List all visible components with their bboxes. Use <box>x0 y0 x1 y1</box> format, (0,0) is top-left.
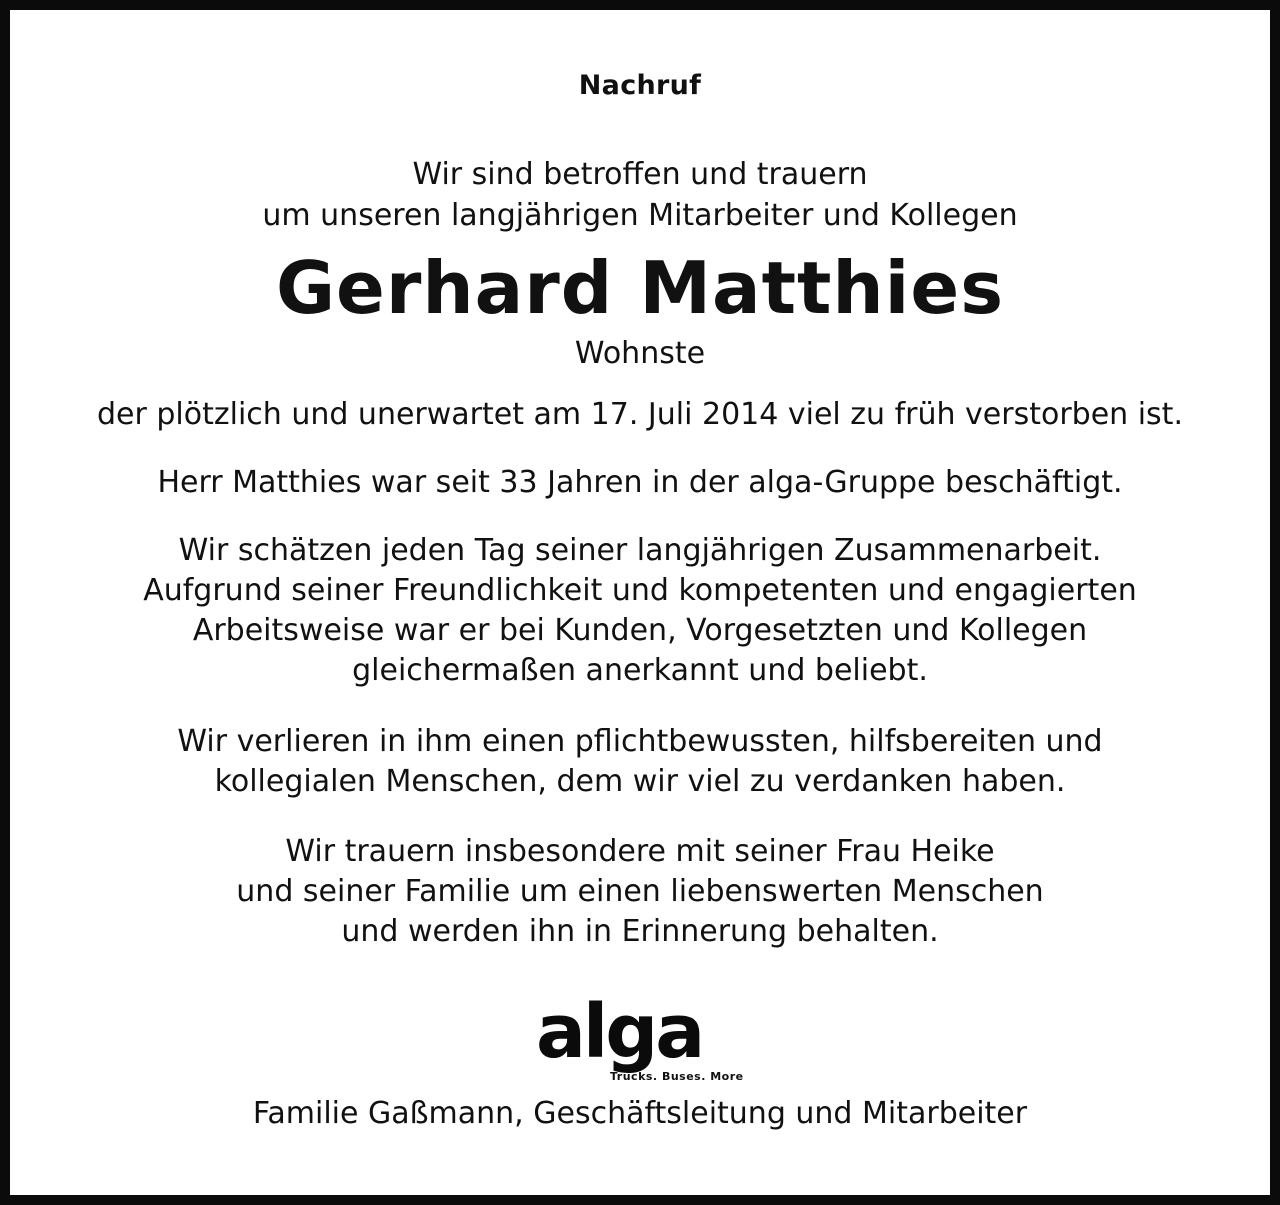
paragraph3-line-3: und werden ihn in Erinnerung behalten. <box>341 914 939 949</box>
paragraph3-line-2: und seiner Familie um einen liebenswerten Menschen <box>236 874 1044 909</box>
intro-line-2: um unseren langjährigen Mitarbeiter und Kollegen <box>262 198 1018 233</box>
paragraph3-line-1: Wir trauern insbesondere mit seiner Frau Heike <box>285 834 995 869</box>
deceased-place: Wohnste <box>574 336 706 371</box>
death-date-line: der plötzlich und unerwartet am 17. Juli 2014 viel zu früh verstorben ist. <box>97 397 1183 432</box>
intro-line-1: Wir sind betroffen und trauern <box>412 157 868 192</box>
logo-wordmark: alga <box>536 989 703 1075</box>
alga-logo <box>530 989 770 1092</box>
employment-line: Herr Matthies war seit 33 Jahren in der alga-Gruppe beschäftigt. <box>157 465 1123 500</box>
paragraph1-line-4: gleichermaßen anerkannt und beliebt. <box>352 653 928 688</box>
paragraph2-line-1: Wir verlieren in ihm einen pflichtbewussten, hilfsbereiten und <box>177 724 1103 759</box>
deceased-name: Gerhard Matthies <box>275 246 1005 330</box>
paragraph1-line-3: Arbeitsweise war er bei Kunden, Vorgesetzten und Kollegen <box>192 613 1088 648</box>
signature-line: Familie Gaßmann, Geschäftsleitung und Mitarbeiter <box>252 1096 1028 1131</box>
notice-heading: Nachruf <box>578 70 702 101</box>
logo-tagline: Trucks. Buses. More <box>610 1070 744 1083</box>
paragraph1-line-1: Wir schätzen jeden Tag seiner langjährigen Zusammenarbeit. <box>178 533 1102 568</box>
paragraph2-line-2: kollegialen Menschen, dem wir viel zu verdanken haben. <box>214 764 1066 799</box>
paragraph1-line-2: Aufgrund seiner Freundlichkeit und kompetenten und engagierten <box>143 573 1137 608</box>
